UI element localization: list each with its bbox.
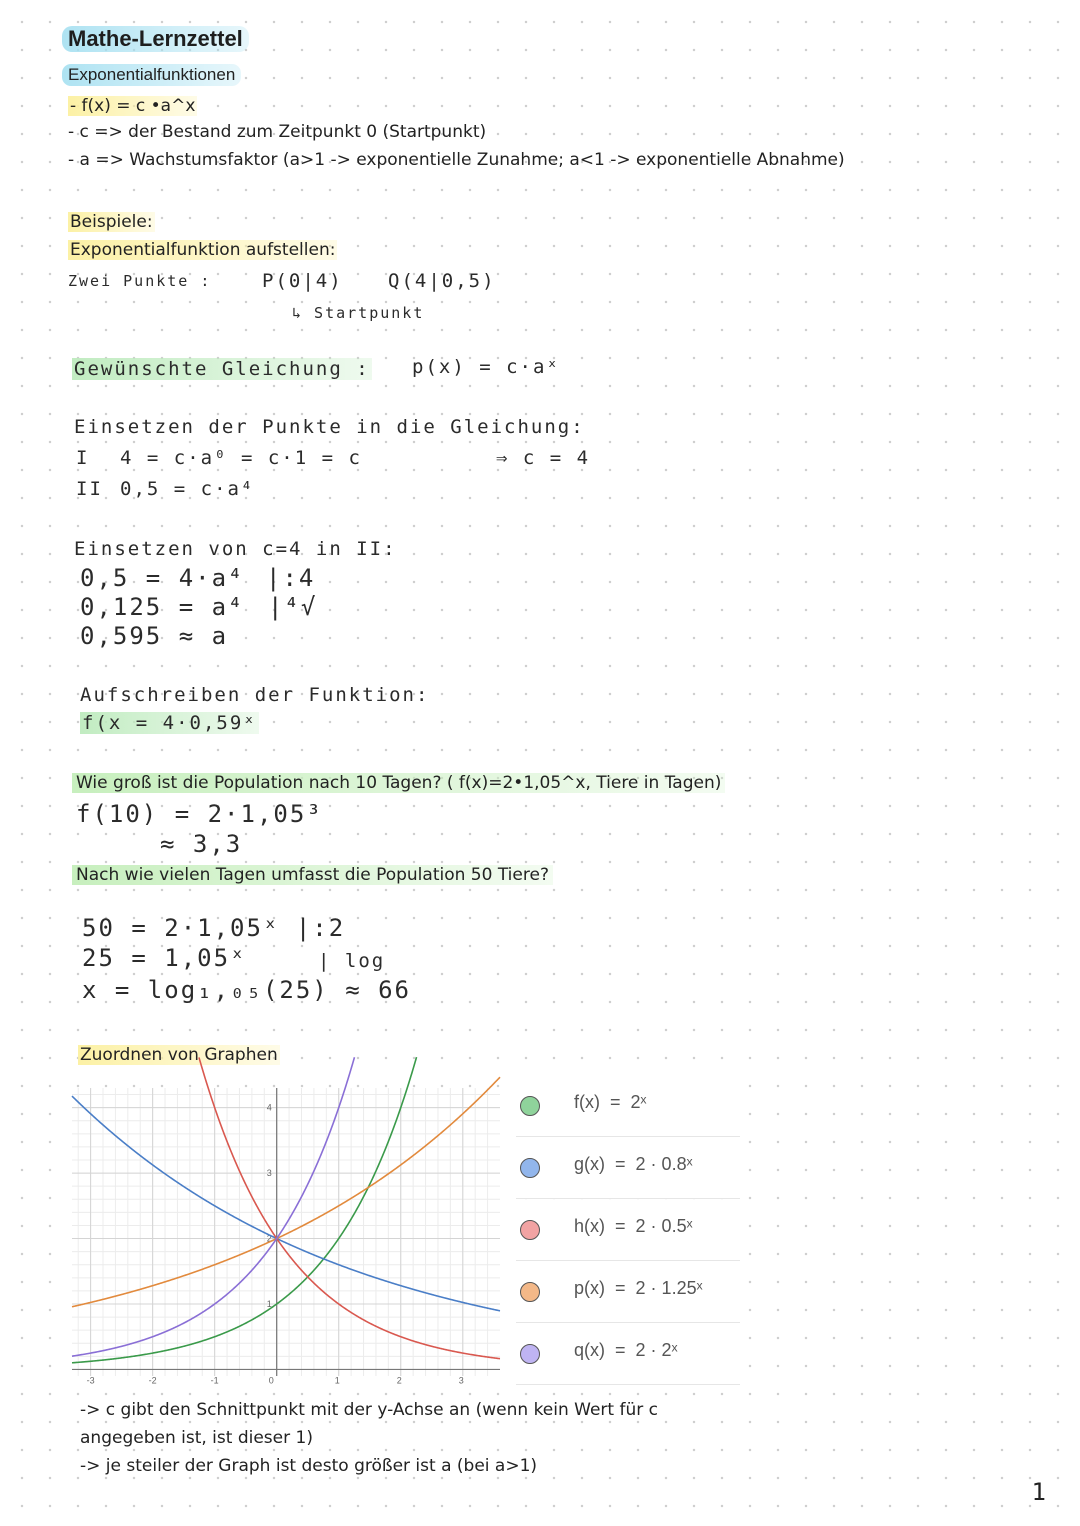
definition-c: - c => der Bestand zum Zeitpunkt 0 (Startpunkt) bbox=[68, 122, 487, 142]
eq2: 0,5 = c·a⁴ bbox=[120, 478, 255, 500]
legend-fn-p: p(x) bbox=[574, 1278, 605, 1298]
point-p: P(0|4) bbox=[262, 270, 343, 292]
legend-fn-g: g(x) bbox=[574, 1154, 605, 1174]
legend-expr-q: 2 · 2ˣ bbox=[635, 1340, 678, 1360]
calc2-operation: | log bbox=[318, 950, 386, 972]
x-tick-label: 3 bbox=[458, 1375, 464, 1386]
legend-dot-p[interactable] bbox=[520, 1282, 540, 1302]
legend-text-q bbox=[574, 1340, 677, 1361]
legend-fn-f: f(x) bbox=[574, 1092, 600, 1112]
step2: 0,125 = a⁴ bbox=[80, 593, 245, 621]
question-1-text: Wie groß ist die Population nach 10 Tagen? ( f(x)=2•1,05^x, Tiere in Tagen) bbox=[72, 773, 725, 793]
write-heading: Aufschreiben der Funktion: bbox=[80, 684, 430, 706]
insert-heading: Einsetzen der Punkte in die Gleichung: bbox=[74, 416, 585, 438]
legend-eq-q: = bbox=[615, 1340, 626, 1360]
two-points-label: Zwei Punkte : bbox=[68, 272, 212, 290]
question-1 bbox=[72, 773, 725, 793]
calc1-line1: f(10) = 2·1,05³ bbox=[76, 800, 323, 828]
legend-dot-f[interactable] bbox=[520, 1096, 540, 1116]
y-tick-label: 4 bbox=[266, 1102, 272, 1113]
graphs-heading-text: Zuordnen von Graphen bbox=[80, 1045, 278, 1065]
startpunkt-note: ↳ Startpunkt bbox=[292, 304, 425, 322]
eq2-label: II bbox=[76, 478, 103, 500]
wanted-equation-label-text: Gewünschte Gleichung : bbox=[74, 358, 370, 380]
x-tick-label: -2 bbox=[148, 1375, 157, 1386]
step2-operation: |⁴√ bbox=[268, 593, 318, 621]
definition-formula bbox=[68, 96, 197, 116]
eq1-result: ⇒ c = 4 bbox=[496, 447, 591, 469]
legend-row-h bbox=[516, 1200, 740, 1261]
x-tick-label: 1 bbox=[334, 1375, 340, 1386]
step3: 0,595 ≈ a bbox=[80, 622, 229, 650]
legend-fn-q: q(x) bbox=[574, 1340, 605, 1360]
legend-expr-f: 2ˣ bbox=[630, 1092, 647, 1112]
y-tick-label: 2 bbox=[266, 1233, 272, 1244]
x-tick-label: -3 bbox=[86, 1375, 95, 1386]
legend-eq-h: = bbox=[615, 1216, 626, 1236]
legend-text-h bbox=[574, 1216, 692, 1237]
calc2-line1: 50 = 2·1,05ˣ |:2 bbox=[82, 914, 346, 942]
examples-heading bbox=[68, 212, 155, 232]
x-tick-label: -1 bbox=[210, 1375, 219, 1386]
result-function bbox=[80, 712, 259, 734]
wanted-equation-label bbox=[72, 358, 372, 380]
page-title: Mathe-Lernzettel bbox=[62, 26, 249, 52]
note-2: angegeben ist, ist dieser 1) bbox=[80, 1428, 313, 1448]
graphs-heading bbox=[78, 1045, 280, 1065]
legend-fn-h: h(x) bbox=[574, 1216, 605, 1236]
result-function-text: f(x = 4·0,59ˣ bbox=[82, 712, 257, 734]
calc1-line2: ≈ 3,3 bbox=[160, 830, 243, 858]
eq1-label: I bbox=[76, 447, 90, 469]
series-line-2 bbox=[199, 1057, 500, 1358]
legend-row-g bbox=[516, 1138, 740, 1199]
function-graph bbox=[72, 1088, 500, 1386]
legend-row-p bbox=[516, 1262, 740, 1323]
note-3: -> je steiler der Graph ist desto größer ist a (bei a>1) bbox=[80, 1456, 538, 1476]
eq1: 4 = c·a⁰ = c·1 = c bbox=[120, 447, 362, 469]
calc2-line3: x = log₁,₀₅(25) ≈ 66 bbox=[82, 976, 411, 1004]
legend-eq-p: = bbox=[615, 1278, 626, 1298]
legend-eq-g: = bbox=[615, 1154, 626, 1174]
y-tick-label: 1 bbox=[266, 1299, 272, 1309]
legend-expr-p: 2 · 1.25ˣ bbox=[635, 1278, 703, 1298]
question-2-text: Nach wie vielen Tagen umfasst die Population 50 Tiere? bbox=[72, 865, 553, 885]
note-1: -> c gibt den Schnittpunkt mit der y-Achse an (wenn kein Wert für c bbox=[80, 1400, 658, 1420]
point-q: Q(4|0,5) bbox=[388, 270, 496, 292]
step1: 0,5 = 4·a⁴ bbox=[80, 564, 245, 592]
task-heading bbox=[68, 240, 337, 260]
legend-dot-q[interactable] bbox=[520, 1344, 540, 1364]
series-line-3 bbox=[72, 1077, 500, 1307]
question-2 bbox=[72, 865, 553, 885]
legend-dot-h[interactable] bbox=[520, 1220, 540, 1240]
legend-expr-g: 2 · 0.8ˣ bbox=[635, 1154, 693, 1174]
legend-text-p bbox=[574, 1278, 703, 1299]
series-line-1 bbox=[72, 1096, 500, 1311]
definition-a: - a => Wachstumsfaktor (a>1 -> exponentielle Zunahme; a<1 -> exponentielle Abnahme) bbox=[68, 150, 845, 170]
x-tick-label: 2 bbox=[396, 1375, 402, 1386]
calc2-line2: 25 = 1,05ˣ bbox=[82, 944, 247, 972]
wanted-equation: p(x) = c·aˣ bbox=[412, 356, 560, 378]
function-graph-svg bbox=[72, 1088, 500, 1386]
x-tick-label: 0 bbox=[268, 1375, 274, 1386]
section-title: Exponentialfunktionen bbox=[62, 64, 241, 86]
task-heading-text: Exponentialfunktion aufstellen: bbox=[70, 240, 336, 260]
legend-text-g bbox=[574, 1154, 692, 1175]
definition-formula-text: - f(x) = c •a^x bbox=[70, 96, 196, 116]
legend-row-f bbox=[516, 1076, 740, 1137]
legend-expr-h: 2 · 0.5ˣ bbox=[635, 1216, 693, 1236]
page-number: 1 bbox=[1031, 1478, 1046, 1506]
y-tick-label: 3 bbox=[266, 1168, 272, 1179]
legend-eq-f: = bbox=[610, 1092, 621, 1112]
step1-operation: |:4 bbox=[266, 564, 316, 592]
legend-text-f bbox=[574, 1092, 646, 1113]
legend-row-q bbox=[516, 1324, 740, 1385]
insert-c-heading: Einsetzen von c=4 in II: bbox=[74, 538, 397, 560]
examples-heading-text: Beispiele: bbox=[70, 212, 153, 232]
legend-dot-g[interactable] bbox=[520, 1158, 540, 1178]
